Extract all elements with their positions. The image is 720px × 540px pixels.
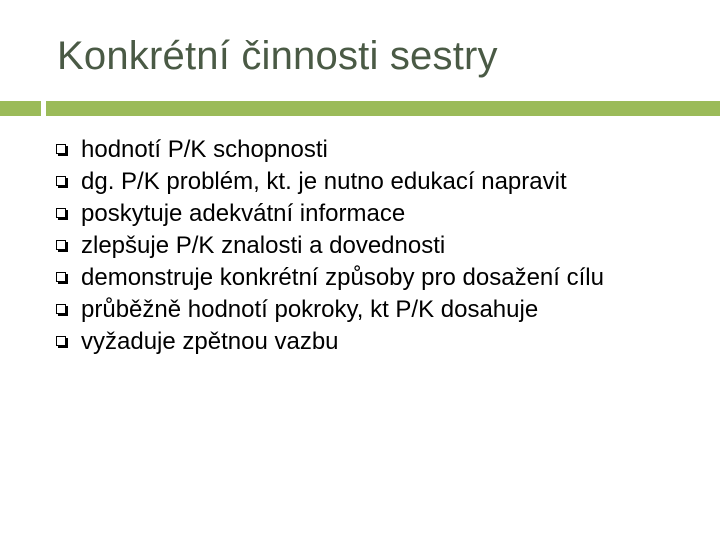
square-bullet-icon: [56, 176, 66, 186]
square-bullet-icon: [56, 304, 66, 314]
square-bullet-icon: [56, 208, 66, 218]
bullet-text: průběžně hodnotí pokroky, kt P/K dosahuje: [81, 296, 539, 323]
bullet-text: vyžaduje zpětnou vazbu: [81, 328, 339, 355]
slide-title: Konkrétní činnosti sestry: [57, 34, 498, 78]
bullet-item: [0, 166, 681, 198]
bullet-text: poskytuje adekvátní informace: [81, 200, 406, 227]
bullet-item: [0, 294, 681, 326]
bullet-text: demonstruje konkrétní způsoby pro dosažení cílu: [81, 264, 604, 291]
bullet-text: hodnotí P/K schopnosti: [81, 136, 328, 163]
square-bullet-icon: [56, 144, 66, 154]
bullet-item: [0, 262, 681, 294]
square-bullet-icon: [56, 272, 66, 282]
bullet-item: [0, 134, 681, 166]
bullet-text: dg. P/K problém, kt. je nutno edukací napravit: [81, 168, 567, 195]
bullet-text: zlepšuje P/K znalosti a dovednosti: [81, 232, 446, 259]
title-underline: [46, 101, 720, 116]
square-bullet-icon: [56, 240, 66, 250]
square-bullet-icon: [56, 336, 66, 346]
bullet-item: [0, 326, 681, 358]
bullet-item: [0, 230, 681, 262]
title-underline-left: [0, 101, 41, 116]
bullet-list: [0, 134, 720, 358]
bullet-item: [0, 198, 681, 230]
